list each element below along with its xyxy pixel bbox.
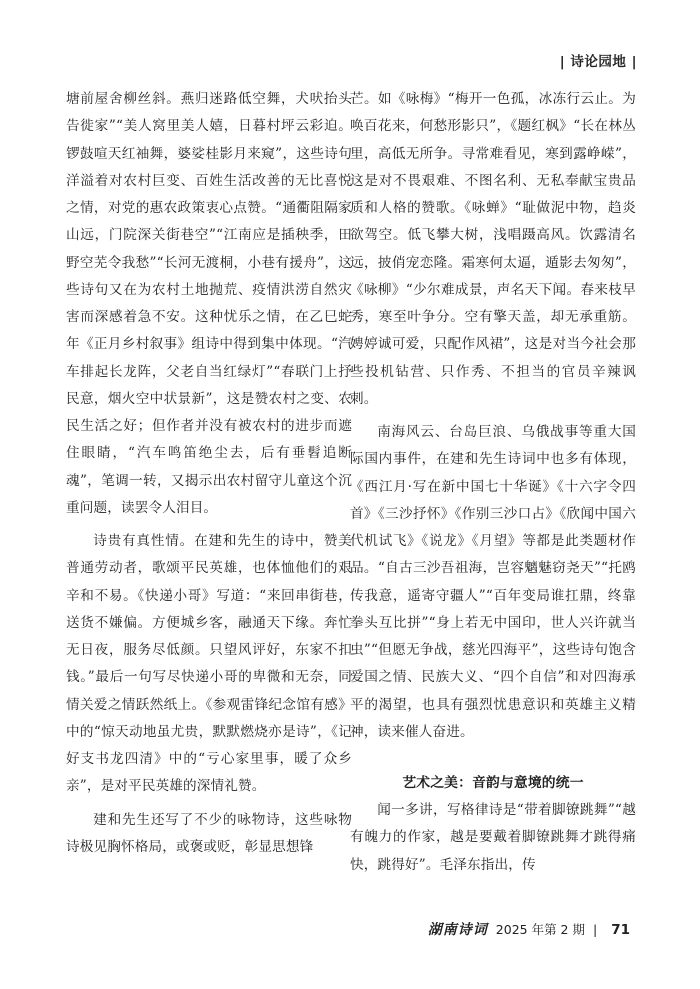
section-heading: 艺术之美：音韵与意境的统一 — [402, 775, 584, 791]
page-footer — [428, 919, 630, 939]
page-number: 71 — [611, 922, 630, 938]
issue-label: 2025 年第 2 期 — [495, 922, 585, 937]
left-column — [66, 86, 352, 861]
body-paragraph: 芒。如《咏梅》“梅开一色孤，冰冻行云止。为唤百花来，何愁形影只”，《题红枫》“长在林丛里，高低无所争。寻常难看见，寒到露峥嵘”，这是对不畏艰难、不图名利、无私奉献宝贵品质和人格的赞歌。《咏蝉》“耻做泥中物，趋炎欲驾空。低飞攀大树，浅唱蹑高风。饮露清名远，披俏宠恋隆。霜寒何太逼，遁影去匆匆”，《咏柳》“少尔难成景，声名天下闻。春来枝早秀，寒至叶争分。空有擎天盖，却无承重筋。娉婷诚可爱，只配作风裙”，这是对当今社会那些投机钻营、只作秀、不担当的官员辛辣讽刺。 — [350, 91, 636, 407]
right-column — [350, 86, 636, 879]
footer-separator: | — [592, 922, 598, 937]
body-paragraph: 闻一多讲，写格律诗是“带着脚镣跳舞”“越有魄力的作家，越是要戴着脚镣跳舞才跳得痛快，跳得好”。毛泽东指出，传 — [350, 802, 636, 873]
body-paragraph: 南海风云、台岛巨浪、乌俄战事等重大国际国内事件，在建和先生诗词中也多有体现，《西江月·写在新中国七十华诞》《十六字令四首》《三沙抒怀》《作别三沙口占》《欣闻中国六代机试飞》《说龙》《月望》等都是此类题材作品。“自古三沙吾祖海，岂容魑魅窃尧天”“托鸥传我意，遥寄守疆人”“百年变局谁扛鼎，终靠拳头互比拼”“身上若无中国印，世人兴许就当虫”“但愿无争战，慈光四海平”，这些诗句饱含爱国之情、民族大义、“四个自信”和对四海承平的渴望，也具有强烈忧患意识和英雄主义精神，读来催人奋进。 — [350, 424, 636, 740]
body-paragraph: 塘前屋舍柳丝斜。燕归迷路低空舞，犬吠抬头告徙家”“美人窝里美人嬉，日暮村坪云彩迫。锣鼓喧天红袖舞，婆娑桂影月来窥”，这些诗句洋溢着对农村巨变、百姓生活改善的无比喜悦之情，对党的惠农政策衷心点赞。“通衢阻隔家山远，门院深关街巷空”“江南应是插秧季，田野空芜令我愁”“长河无渡桐，小巷有援舟”，这些诗句又在为农村土地抛荒、疫情洪涝自然灾害而深感着急不安。这种忧乐之情，在乙巳蛇年《正月乡村叙事》组诗中得到集中体现。“汽车排起长龙阵，父老自当红绿灯”“春联门上抒民意，烟火空中状景新”，这是赞农村之变、农民生活之好；但作者并没有被农村的进步而遮住眼睛，“汽车鸣笛绝尘去，后有垂髫追断魂”，笔调一转，又揭示出农村留守儿童这个沉重问题，读罢令人泪目。 — [66, 91, 352, 516]
magazine-logo: 湖南诗词 — [427, 922, 488, 938]
section-tag: | 诗论园地 | — [559, 54, 637, 70]
body-paragraph: 诗贵有真性情。在建和先生的诗中，赞美普通劳动者，歌颂平民英雄，也体恤他们的艰辛和不易。《快递小哥》写道：“来回串街巷，送货不嫌偏。方便城乡客，融通天下缘。奔忙无日夜，服务尽低颜。只望风评好，东家不扣钱。”最后一句写尽快递小哥的卑微和无奈，同情关爱之情跃然纸上。《参观雷锋纪念馆有感》中的“惊天动地虽尤贵，默默燃烧亦是诗”，《记好支书龙四清》中的“亏心家里事，暖了众乡亲”，是对平民英雄的深情礼赞。 — [66, 533, 352, 795]
body-paragraph: 建和先生还写了不少的咏物诗，这些咏物诗极见胸怀格局，或褒或贬，彰显思想锋 — [66, 811, 352, 855]
